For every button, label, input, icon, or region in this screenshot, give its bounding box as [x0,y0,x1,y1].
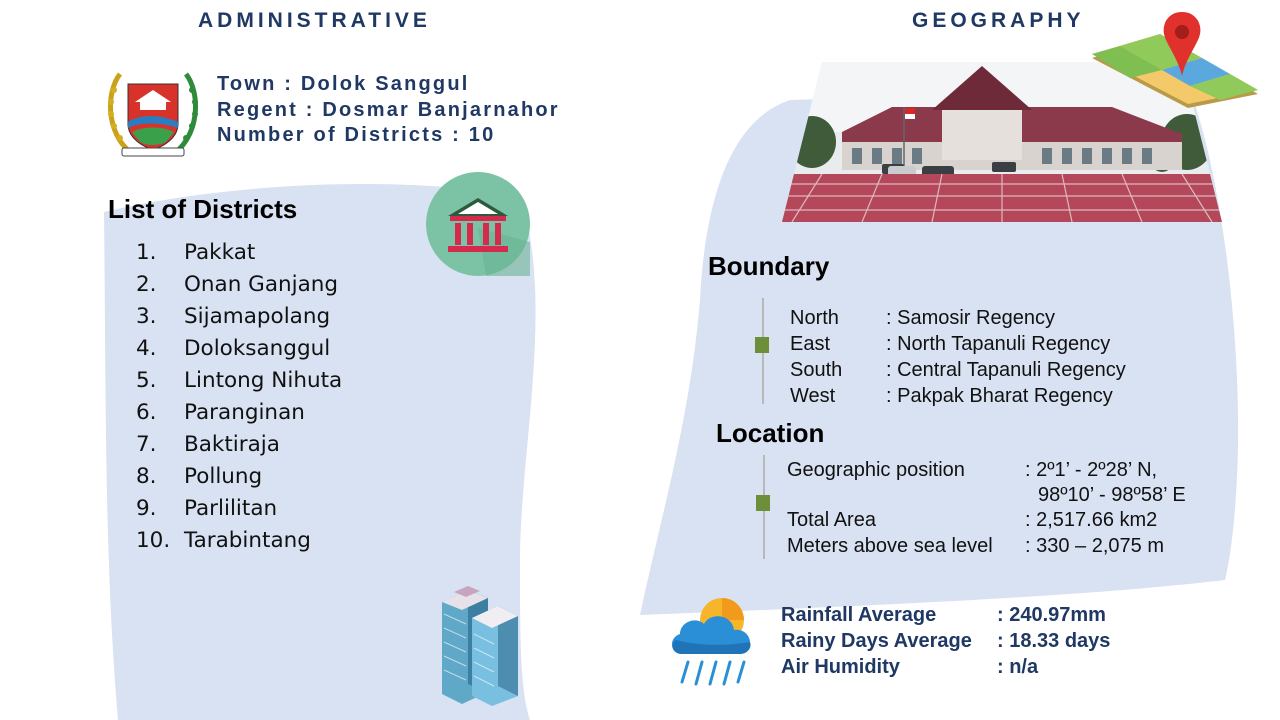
list-item [136,272,342,304]
list-item-number: 10. [136,528,171,553]
administrative-info [217,72,560,149]
list-item-number: 7. [136,432,157,457]
list-item-label: Doloksanggul [184,336,331,361]
list-item-label: Tarabintang [184,528,311,553]
list-item [136,432,342,464]
climate-label: Rainy Days Average [781,630,972,652]
list-item-number: 8. [136,464,157,489]
boundary-row-north [790,307,1126,333]
list-item-label: Pollung [184,464,263,489]
list-item [136,400,342,432]
location-value: 98º10’ - 98º58’ E [1038,484,1186,506]
list-item-number: 2. [136,272,157,297]
list-item [136,368,342,400]
location-label: Meters above sea level [787,535,993,557]
location-value: : 330 – 2,075 m [1025,535,1164,557]
location-row-geo [787,459,1186,484]
boundary-label: East [790,333,831,355]
boundary-label: North [790,307,839,329]
boundary-title: Boundary [708,251,830,281]
boundary-value: : North Tapanuli Regency [886,333,1111,355]
government-building-icon [426,172,530,276]
list-item-number: 3. [136,304,157,329]
location-label: Total Area [787,509,876,531]
boundary-value: : Pakpak Bharat Regency [886,385,1113,407]
location-label: Geographic position [787,459,965,481]
administrative-heading: ADMINISTRATIVE [198,9,431,32]
climate-list [781,604,1110,682]
boundary-marker [755,337,769,353]
boundary-row-south [790,359,1126,385]
location-value: : 2,517.66 km2 [1025,509,1158,531]
boundary-label: West [790,385,836,407]
climate-value: : 240.97mm [997,604,1106,626]
town-text: Town : Dolok Sanggul [217,73,470,95]
boundary-list [790,307,1126,411]
boundary-value: : Central Tapanuli Regency [886,359,1126,381]
list-item-number: 1. [136,240,157,265]
location-row-geo-2 [787,484,1186,509]
office-tower-icon [432,574,528,706]
list-item-label: Lintong Nihuta [184,368,343,393]
list-item-number: 9. [136,496,157,521]
regent-text: Regent : Dosmar Banjarnahor [217,98,560,121]
climate-label: Air Humidity [781,656,900,678]
climate-value: : n/a [997,656,1039,678]
location-marker [756,495,770,511]
list-item-label: Onan Ganjang [184,272,339,297]
geography-heading: GEOGRAPHY [912,9,1085,32]
boundary-value: : Samosir Regency [886,307,1055,329]
location-value: : 2º1’ - 2º28’ N, [1025,459,1158,481]
list-item-label: Sijamapolang [184,304,331,329]
list-item [136,496,342,528]
rain-cloud-icon [668,596,756,690]
climate-value: : 18.33 days [997,630,1111,652]
climate-row-humidity [781,656,1110,682]
list-item [136,464,342,496]
boundary-label: South [790,359,843,381]
list-of-districts-title: List of Districts [108,194,298,224]
district-list [136,240,342,560]
list-item-label: Baktiraja [184,432,280,457]
location-row-area [787,509,1186,535]
list-item [136,240,342,272]
list-item-number: 4. [136,336,157,361]
list-item-number: 6. [136,400,157,425]
list-item-label: Pakkat [184,240,256,265]
boundary-row-west [790,385,1126,411]
map-pin-icon [1090,12,1260,108]
climate-row-rainy-days [781,630,1110,656]
list-item [136,528,342,560]
list-item-label: Paranginan [184,400,305,425]
boundary-row-east [790,333,1126,359]
climate-row-rainfall [781,604,1110,630]
list-item [136,336,342,368]
location-title: Location [716,418,825,448]
location-row-elevation [787,535,1186,561]
list-item-number: 5. [136,368,157,393]
regency-emblem-icon [100,62,206,162]
districts-count-text: Number of Districts : 10 [217,124,496,146]
climate-label: Rainfall Average [781,604,937,626]
list-item-label: Parlilitan [184,496,278,521]
location-list [787,459,1186,561]
list-item [136,304,342,336]
